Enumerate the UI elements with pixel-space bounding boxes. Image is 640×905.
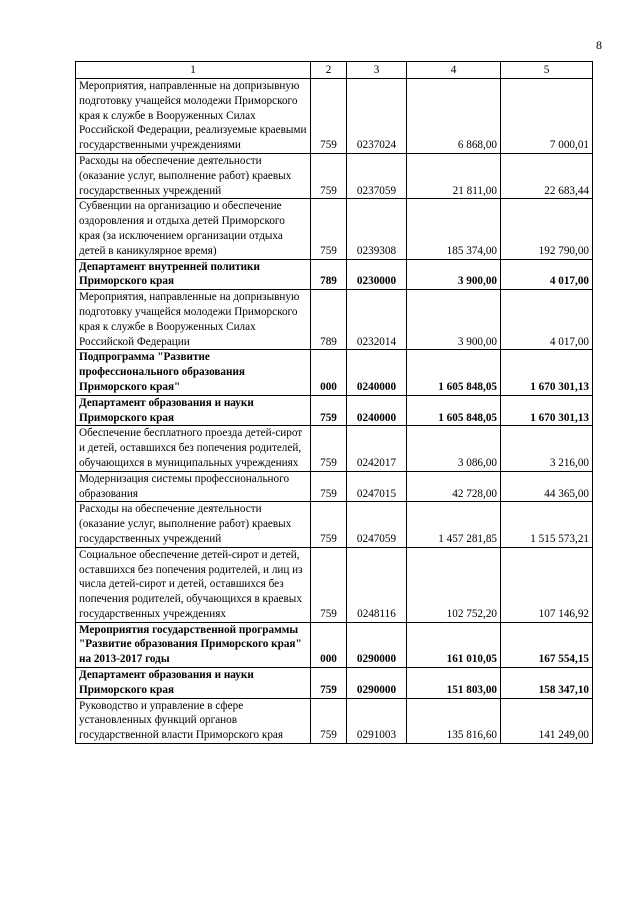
row-code: 759 — [311, 426, 347, 471]
column-header: 2 — [311, 62, 347, 79]
row-amount-2: 1 670 301,13 — [501, 350, 593, 395]
table-row — [76, 622, 593, 667]
row-amount-1: 135 816,60 — [407, 698, 501, 743]
row-amount-2: 22 683,44 — [501, 153, 593, 198]
row-code: 759 — [311, 153, 347, 198]
row-amount-1: 3 900,00 — [407, 259, 501, 290]
row-name: Руководство и управление в сфере установленных функций органов государственной власти Приморского края — [76, 698, 311, 743]
row-amount-1: 102 752,20 — [407, 547, 501, 622]
row-code: 759 — [311, 698, 347, 743]
row-amount-1: 21 811,00 — [407, 153, 501, 198]
row-section: 0247059 — [347, 502, 407, 547]
table-row — [76, 698, 593, 743]
table-row — [76, 290, 593, 350]
row-name: Модернизация системы профессионального образования — [76, 471, 311, 502]
row-amount-2: 141 249,00 — [501, 698, 593, 743]
row-amount-1: 185 374,00 — [407, 199, 501, 259]
row-amount-1: 1 457 281,85 — [407, 502, 501, 547]
table-header-row — [76, 62, 593, 79]
row-section: 0290000 — [347, 622, 407, 667]
row-code: 759 — [311, 471, 347, 502]
budget-table — [75, 61, 593, 744]
column-header: 4 — [407, 62, 501, 79]
row-amount-1: 42 728,00 — [407, 471, 501, 502]
row-amount-2: 4 017,00 — [501, 259, 593, 290]
row-name: Расходы на обеспечение деятельности (оказание услуг, выполнение работ) краевых государственных учреждений — [76, 502, 311, 547]
row-code: 759 — [311, 502, 347, 547]
row-code: 759 — [311, 79, 347, 154]
row-section: 0230000 — [347, 259, 407, 290]
column-header: 1 — [76, 62, 311, 79]
table-row — [76, 153, 593, 198]
row-amount-1: 1 605 848,05 — [407, 350, 501, 395]
row-amount-1: 161 010,05 — [407, 622, 501, 667]
row-name: Расходы на обеспечение деятельности (оказание услуг, выполнение работ) краевых государственных учреждений — [76, 153, 311, 198]
row-name: Мероприятия государственной программы "Развитие образования Приморского края" на 2013-2017 годы — [76, 622, 311, 667]
row-name: Мероприятия, направленные на допризывную подготовку учащейся молодежи Приморского края к службе в Вооруженных Силах Российской Федерации — [76, 290, 311, 350]
row-name: Департамент образования и науки Приморского края — [76, 395, 311, 426]
row-amount-2: 167 554,15 — [501, 622, 593, 667]
row-section: 0237024 — [347, 79, 407, 154]
row-section: 0240000 — [347, 395, 407, 426]
row-amount-2: 107 146,92 — [501, 547, 593, 622]
row-section: 0232014 — [347, 290, 407, 350]
table-row — [76, 426, 593, 471]
row-section: 0291003 — [347, 698, 407, 743]
row-section: 0240000 — [347, 350, 407, 395]
row-name: Мероприятия, направленные на допризывную подготовку учащейся молодежи Приморского края к службе в Вооруженных Силах Российской Федерации, реализуемые краевыми государственными учреждениями — [76, 79, 311, 154]
row-amount-2: 44 365,00 — [501, 471, 593, 502]
table-row — [76, 259, 593, 290]
row-name: Обеспечение бесплатного проезда детей-сирот и детей, оставшихся без попечения родителей, обучающихся в муниципальных учреждениях — [76, 426, 311, 471]
row-name: Департамент образования и науки Приморского края — [76, 668, 311, 699]
row-name: Департамент внутренней политики Приморского края — [76, 259, 311, 290]
row-name: Субвенции на организацию и обеспечение оздоровления и отдыха детей Приморского края (за исключением организации отдыха детей в каникулярное время) — [76, 199, 311, 259]
page-number: 8 — [596, 38, 602, 52]
row-code: 759 — [311, 547, 347, 622]
table-row — [76, 547, 593, 622]
row-name: Социальное обеспечение детей-сирот и детей, оставшихся без попечения родителей, и лиц из числа детей-сирот и детей, оставшихся без попечения родителей, обучающихся в краевых государственных учреждениях — [76, 547, 311, 622]
table-row — [76, 79, 593, 154]
row-amount-1: 6 868,00 — [407, 79, 501, 154]
table-row — [76, 471, 593, 502]
row-amount-2: 7 000,01 — [501, 79, 593, 154]
table-row — [76, 199, 593, 259]
row-section: 0239308 — [347, 199, 407, 259]
row-section: 0247015 — [347, 471, 407, 502]
row-amount-2: 158 347,10 — [501, 668, 593, 699]
row-amount-2: 4 017,00 — [501, 290, 593, 350]
row-amount-1: 1 605 848,05 — [407, 395, 501, 426]
row-amount-1: 151 803,00 — [407, 668, 501, 699]
row-code: 000 — [311, 622, 347, 667]
table-body — [76, 79, 593, 744]
row-section: 0237059 — [347, 153, 407, 198]
table-row — [76, 395, 593, 426]
row-section: 0242017 — [347, 426, 407, 471]
row-code: 789 — [311, 259, 347, 290]
row-code: 759 — [311, 395, 347, 426]
row-amount-2: 1 670 301,13 — [501, 395, 593, 426]
row-amount-2: 1 515 573,21 — [501, 502, 593, 547]
row-amount-1: 3 086,00 — [407, 426, 501, 471]
column-header: 5 — [501, 62, 593, 79]
table-row — [76, 668, 593, 699]
column-header: 3 — [347, 62, 407, 79]
row-amount-1: 3 900,00 — [407, 290, 501, 350]
row-section: 0248116 — [347, 547, 407, 622]
row-code: 759 — [311, 668, 347, 699]
row-code: 789 — [311, 290, 347, 350]
table-row — [76, 502, 593, 547]
row-amount-2: 3 216,00 — [501, 426, 593, 471]
table-row — [76, 350, 593, 395]
row-code: 759 — [311, 199, 347, 259]
row-code: 000 — [311, 350, 347, 395]
row-amount-2: 192 790,00 — [501, 199, 593, 259]
row-name: Подпрограмма "Развитие профессионального образования Приморского края" — [76, 350, 311, 395]
row-section: 0290000 — [347, 668, 407, 699]
